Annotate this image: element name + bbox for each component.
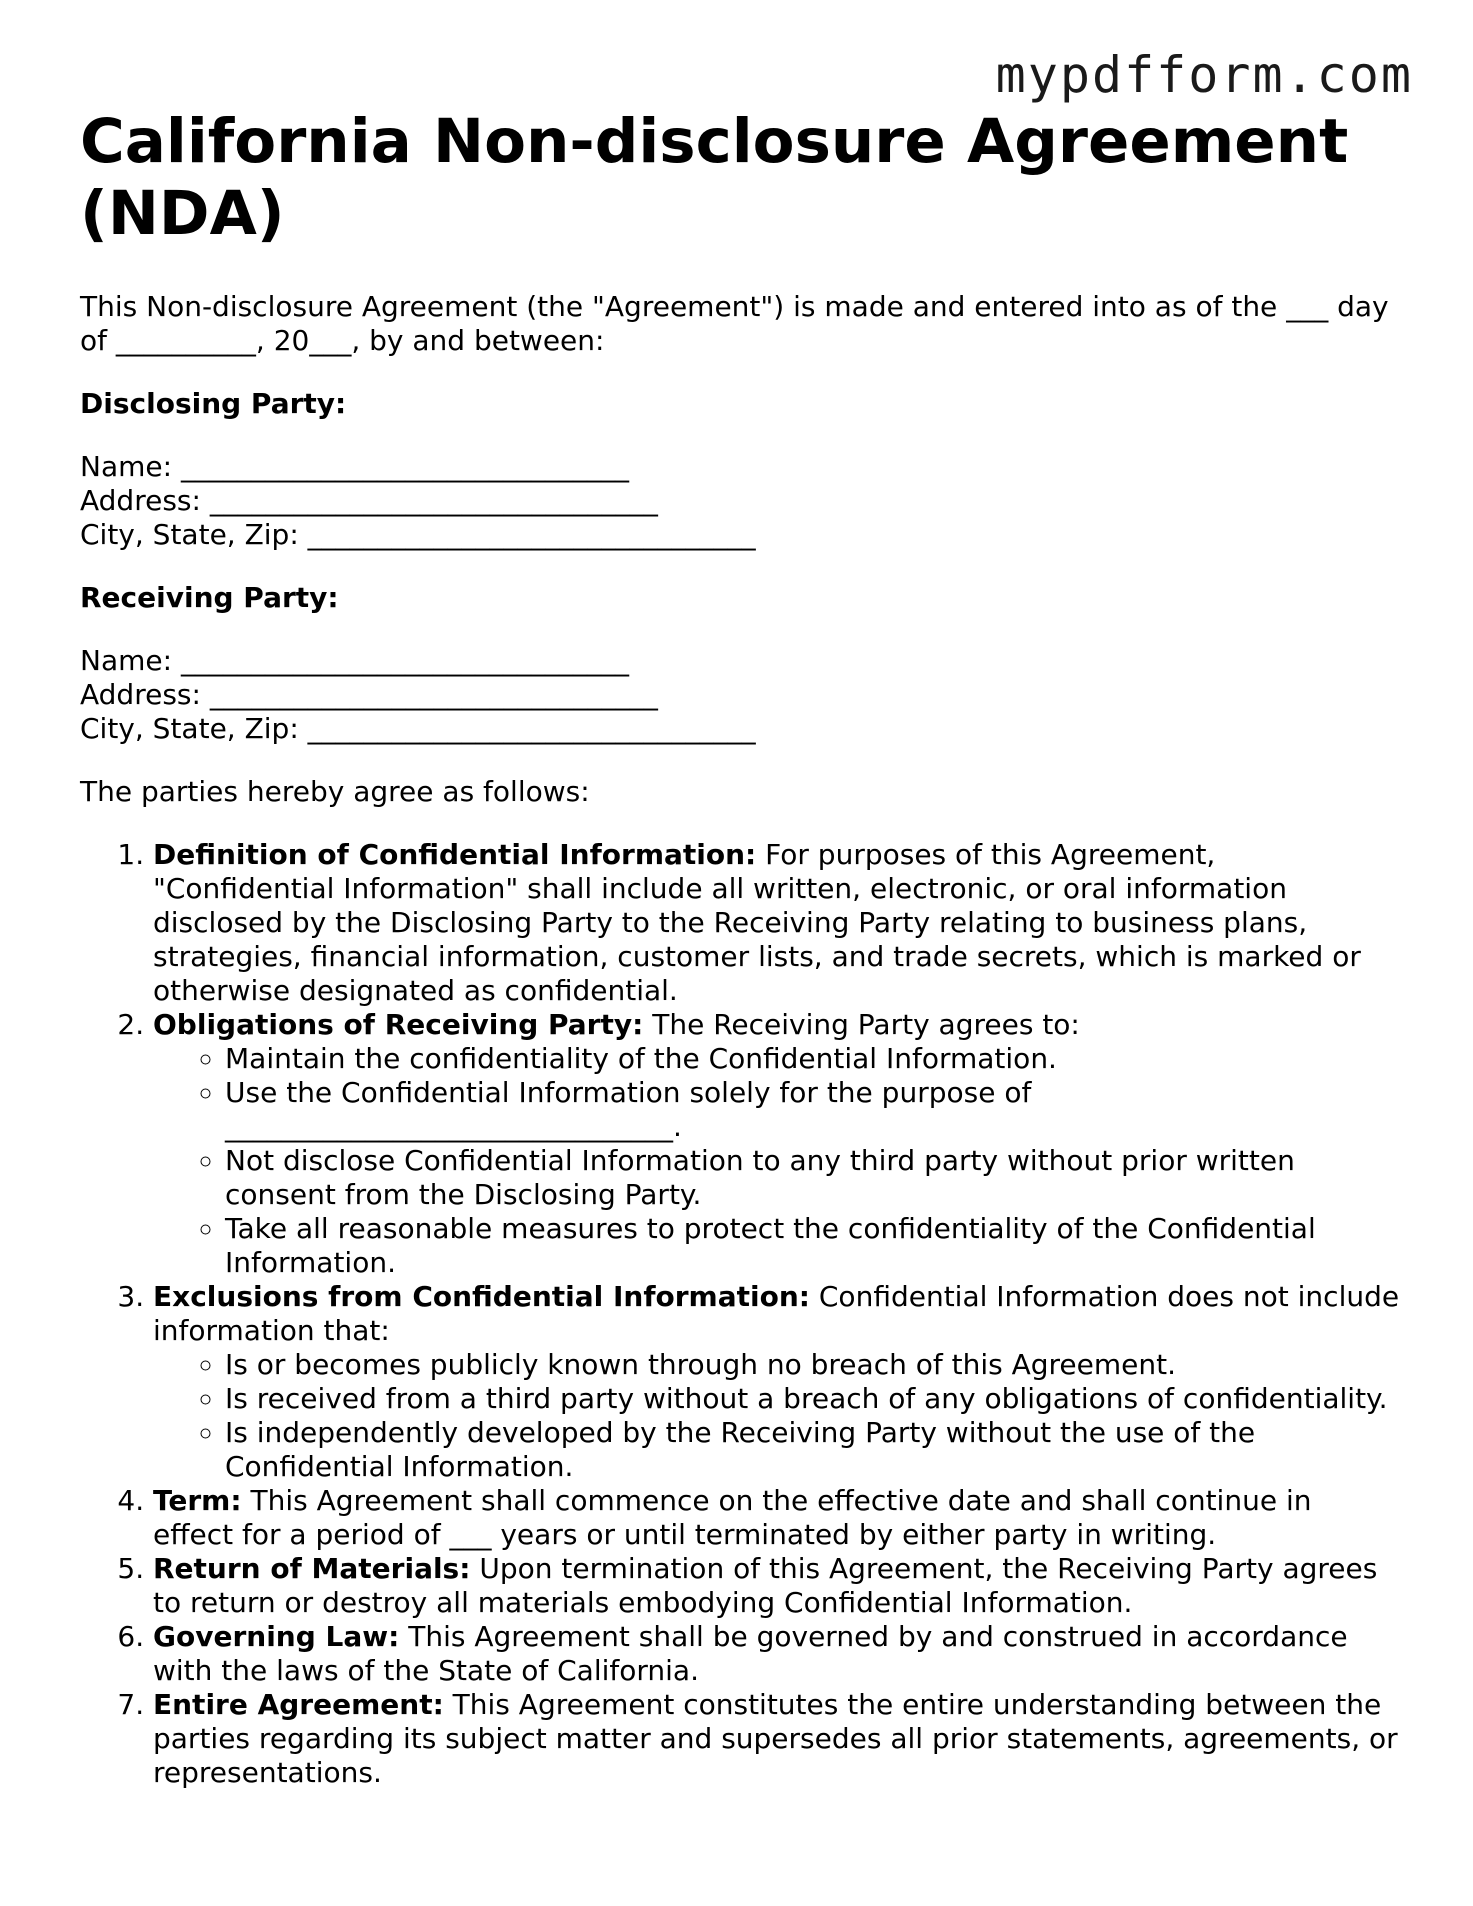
document-title: California Non-disclosure Agreement (NDA) xyxy=(80,106,1349,249)
clause-title: Obligations of Receiving Party: xyxy=(153,1008,644,1041)
clause-item xyxy=(153,1552,1400,1620)
list-item: ◦ Is received from a third party without a breach of any obligations of confidentiality. xyxy=(225,1382,1400,1416)
clause-item xyxy=(153,1620,1400,1688)
clause-list xyxy=(80,838,1400,1790)
clause-title: Definition of Confidential Information: xyxy=(153,838,757,871)
clause-title: Return of Materials: xyxy=(153,1552,471,1585)
list-item: ◦ Use the Confidential Information solely for the purpose of ________________________________. xyxy=(225,1076,1400,1144)
receiving-city-field: City, State, Zip: ________________________________ xyxy=(80,712,756,745)
clause-title: Governing Law: xyxy=(153,1620,400,1653)
document-page xyxy=(80,106,1400,1790)
clause-title: Entire Agreement: xyxy=(153,1688,444,1721)
clause-item xyxy=(153,1688,1400,1790)
clause-title: Exclusions from Confidential Information: xyxy=(153,1280,810,1313)
list-item: ◦ Take all reasonable measures to protect the confidentiality of the Confidential Information. xyxy=(225,1212,1400,1280)
list-item: ◦ Not disclose Confidential Information to any third party without prior written consent from the Disclosing Party. xyxy=(225,1144,1400,1212)
list-item: ◦ Is independently developed by the Receiving Party without the use of the Confidential Information. xyxy=(225,1416,1400,1484)
clause-text: Upon termination of this Agreement, the Receiving Party agrees to return or destroy all materials embodying Confidential Information. xyxy=(153,1552,1378,1619)
list-item: ◦ Is or becomes publicly known through no breach of this Agreement. xyxy=(225,1348,1400,1382)
receiving-name-field: Name: ________________________________ xyxy=(80,644,629,677)
disclosing-party-heading: Disclosing Party: xyxy=(80,387,347,420)
clause-item xyxy=(153,1280,1400,1484)
clause-item xyxy=(153,1008,1400,1280)
clause-text: This Agreement shall be governed by and construed in accordance with the laws of the State of California. xyxy=(153,1620,1348,1687)
clause-text: This Agreement shall commence on the effective date and shall continue in effect for a period of ___ years or until terminated by either party in writing. xyxy=(153,1484,1312,1551)
disclosing-party-fields xyxy=(80,450,1400,552)
clause-text: The Receiving Party agrees to: xyxy=(643,1008,1080,1041)
clause-item xyxy=(153,838,1400,1008)
disclosing-city-field: City, State, Zip: ________________________________ xyxy=(80,518,756,551)
agreement-intro: The parties hereby agree as follows: xyxy=(80,775,590,808)
exclusion-list xyxy=(153,1348,1400,1484)
clause-title: Term: xyxy=(153,1484,242,1517)
list-item: ◦ Maintain the confidentiality of the Confidential Information. xyxy=(225,1042,1400,1076)
receiving-party-heading: Receiving Party: xyxy=(80,581,339,614)
disclosing-name-field: Name: ________________________________ xyxy=(80,450,629,483)
intro-paragraph: This Non-disclosure Agreement (the "Agreement") is made and entered into as of the ___ day of __________, 20___, by and between: xyxy=(80,290,1389,357)
receiving-address-field: Address: ________________________________ xyxy=(80,678,658,711)
clause-text: For purposes of this Agreement, "Confidential Information" shall include all written, electronic, or oral information disclosed by the Disclosing Party to the Receiving Party relating to business plans, strategies, financial information, customer lists, and trade secrets, which is marked or otherwise designated as confidential. xyxy=(153,838,1361,1007)
obligation-list xyxy=(153,1042,1400,1280)
clause-item xyxy=(153,1484,1400,1552)
disclosing-address-field: Address: ________________________________ xyxy=(80,484,658,517)
clause-text: Confidential Information does not include information that: xyxy=(153,1280,1400,1347)
clause-text: This Agreement constitutes the entire understanding between the parties regarding its subject matter and supersedes all prior statements, agreements, or representations. xyxy=(153,1688,1398,1789)
receiving-party-fields xyxy=(80,644,1400,746)
site-watermark: mypdfform.com xyxy=(995,46,1413,104)
